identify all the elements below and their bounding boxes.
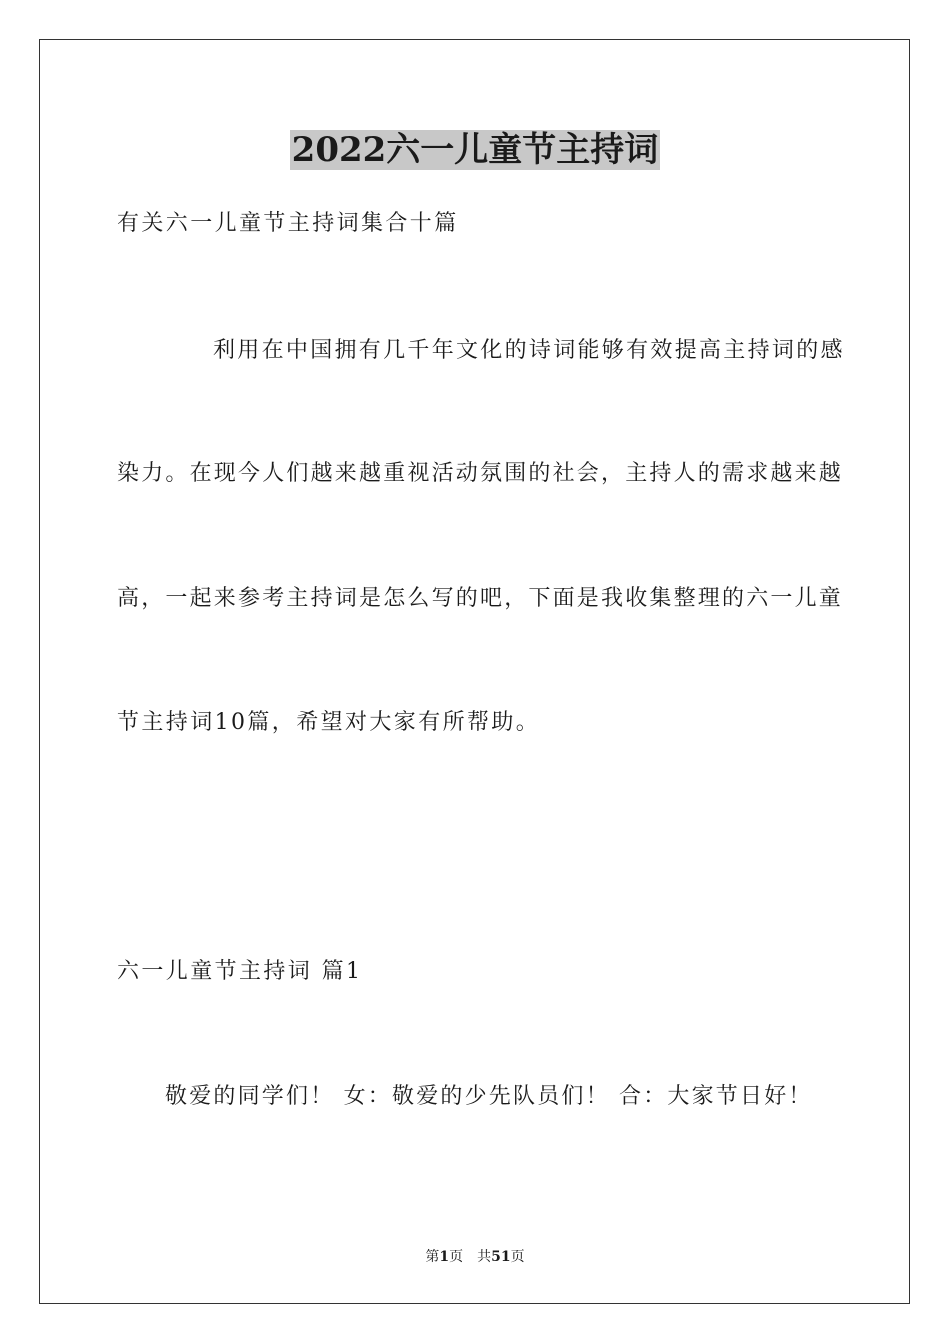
intro-line-1: 利用在中国拥有几千年文化的诗词能够有效提高主持词的感 <box>213 338 845 363</box>
document-title <box>0 128 950 172</box>
greeting-line: 敬爱的同学们！ 女：敬爱的少先队员们！ 合：大家节日好！ <box>165 1084 813 1109</box>
document-subtitle: 有关六一儿童节主持词集合十篇 <box>117 211 459 236</box>
footer-total-pages: 51 <box>491 1249 511 1265</box>
footer-total-prefix: 共 <box>477 1249 492 1265</box>
footer-page-prefix: 第 <box>425 1249 440 1265</box>
intro-line-2: 染力。在现今人们越来越重视活动氛围的社会，主持人的需求越来越 <box>117 461 844 486</box>
footer-page-number: 1 <box>439 1249 450 1265</box>
intro-line-3: 高，一起来参考主持词是怎么写的吧，下面是我收集整理的六一儿童 <box>117 586 844 611</box>
section-heading: 六一儿童节主持词 篇1 <box>117 959 363 984</box>
footer-total-suffix: 页 <box>510 1249 525 1265</box>
footer-page-suffix: 页 <box>449 1249 464 1265</box>
intro-line-4: 节主持词10篇，希望对大家有所帮助。 <box>117 710 541 735</box>
document-title-text: 2022六一儿童节主持词 <box>291 130 659 170</box>
page-footer <box>0 1247 950 1267</box>
